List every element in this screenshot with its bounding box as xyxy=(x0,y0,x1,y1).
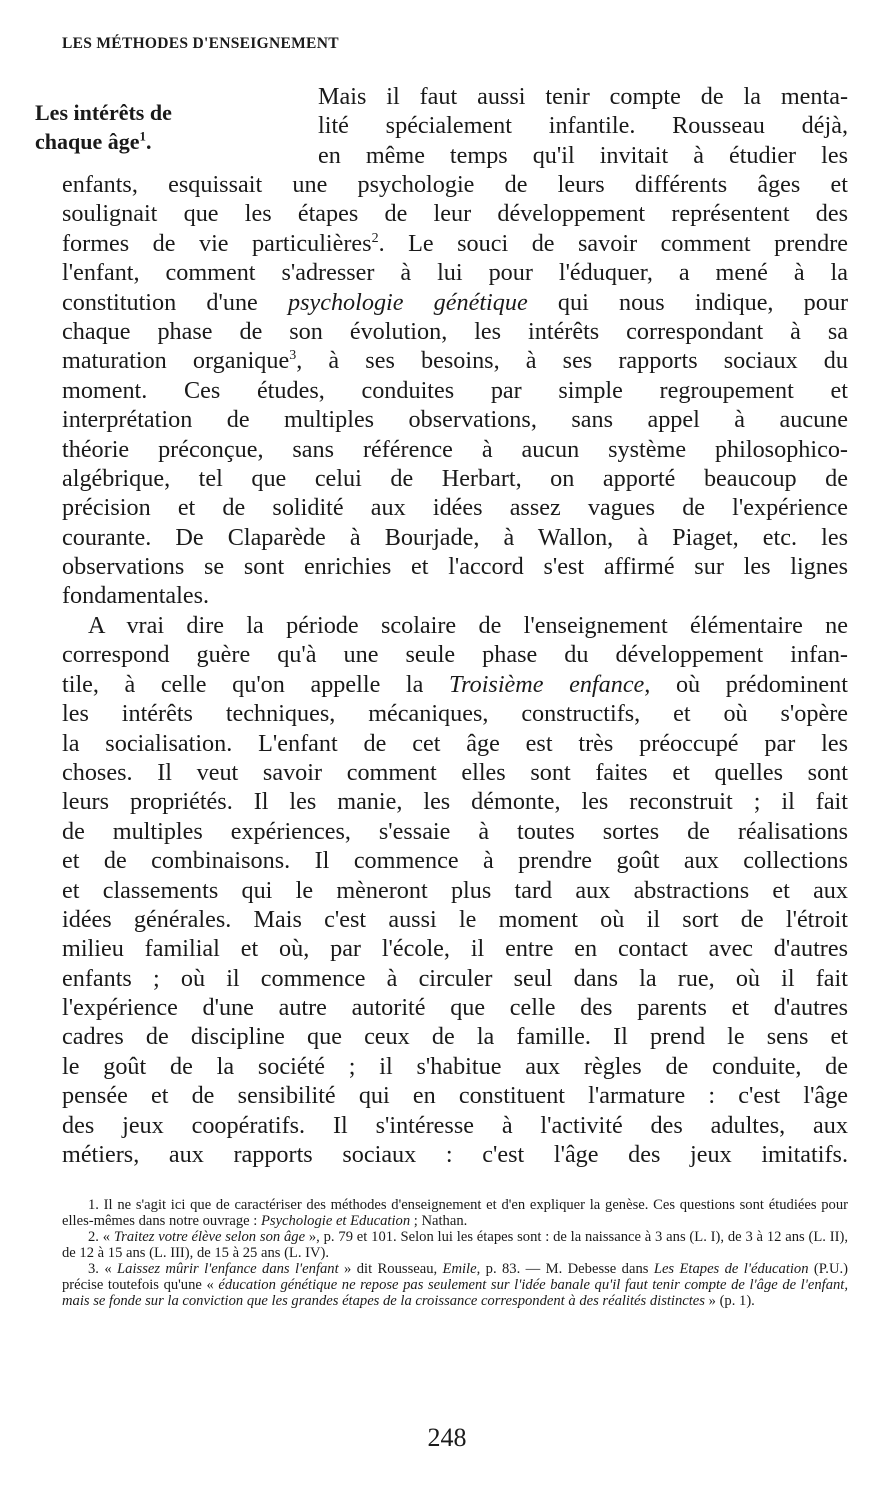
text-line: choses. Il veut savoir comment elles sont faites et quelles sont xyxy=(62,758,848,786)
paragraph-2 xyxy=(62,611,848,1169)
text-line: courante. De Claparède à Bourjade, à Wallon, à Piaget, etc. les xyxy=(62,523,848,551)
footnote-ref-2: 2 xyxy=(371,230,379,246)
footnote-ref-1: 1 xyxy=(139,128,146,144)
text-line: l'enfant, comment s'adresser à lui pour l'éduquer, a mené à la xyxy=(62,259,848,287)
text-line: la socialisation. L'enfant de cet âge est très préoccupé par les xyxy=(62,729,848,757)
text-line: Mais il faut aussi tenir compte de la menta- xyxy=(318,83,848,110)
text-line: et de combinaisons. Il commence à prendre goût aux collections xyxy=(62,847,848,875)
text-line: tile, à celle qu'on appelle la Troisième enfance, où prédominent xyxy=(62,670,848,698)
side-heading xyxy=(35,98,245,156)
text-line: chaque phase de son évolution, les intérêts correspondant à sa xyxy=(62,317,848,345)
text-line: correspond guère qu'à une seule phase du développement infan- xyxy=(62,641,848,669)
footnotes xyxy=(62,1198,848,1310)
text-line: idées générales. Mais c'est aussi le moment où il sort de l'étroit xyxy=(62,905,848,933)
text-line: les intérêts techniques, mécaniques, constructifs, et où s'opère xyxy=(62,700,848,728)
footnote-3: 3. « Laissez mûrir l'enfance dans l'enfant » dit Rousseau, Emile, p. 83. — M. Debesse dans Les Etapes de l'éducation (P.U.) précise toutefois qu'une « éducation génétique ne repose pas seulement sur l'idée banale qu'il faut tenir compte de l'âge de l'enfant, mais se fonde sur la conviction que les grandes étapes de la croissance correspondent à des réalités distinctes » (p. 1). xyxy=(62,1261,848,1309)
text-line: cadres de discipline que ceux de la famille. Il prend le sens et xyxy=(62,1023,848,1051)
text-line: constitution d'une psychologie génétique qui nous indique, pour xyxy=(62,288,848,316)
text-line: des jeux coopératifs. Il s'intéresse à l'activité des adultes, aux xyxy=(62,1111,848,1139)
running-head: LES MÉTHODES D'ENSEIGNEMENT xyxy=(62,35,339,52)
paragraph-1 xyxy=(62,170,848,611)
text-line: fondamentales. xyxy=(62,582,210,610)
text-line: interprétation de multiples observations, sans appel à aucune xyxy=(62,406,848,434)
text-line: enfants, esquissait une psychologie de leurs différents âges et xyxy=(62,171,848,198)
text-line: enfants ; où il commence à circuler seul dans la rue, où il fait xyxy=(62,964,848,992)
page-number: 248 xyxy=(427,1423,467,1452)
footnote-1: 1. Il ne s'agit ici que de caractériser des méthodes d'enseignement et d'en expliquer la genèse. Ces questions sont étudiées pour elles-mêmes dans notre ouvrage : Psychologie et Education ; Nathan. xyxy=(62,1197,848,1229)
text-line: observations se sont enrichies et l'accord s'est affirmé sur les lignes xyxy=(62,553,848,581)
text-line: formes de vie particulières$^2$. Le souci de savoir comment prendre xyxy=(62,229,848,257)
text-line: de multiples expériences, s'essaie à toutes sortes de réalisations xyxy=(62,817,848,845)
text-line: pensée et de sensibilité qui en constituent l'armature : c'est l'âge xyxy=(62,1082,848,1110)
text-line: A vrai dire la période scolaire de l'enseignement élémentaire ne xyxy=(88,612,848,639)
side-heading-line1: Les intérêts de xyxy=(35,100,172,125)
text-line: le goût de la société ; il s'habitue aux règles de conduite, de xyxy=(62,1052,848,1080)
text-line: maturation organique$^3$, à ses besoins, à ses rapports sociaux du xyxy=(62,347,848,375)
side-heading-line2: chaque âge$^1$. xyxy=(35,128,152,154)
text-line: l'expérience d'une autre autorité que celle des parents et d'autres xyxy=(62,994,848,1022)
footnote-2: 2. « Traitez votre élève selon son âge », p. 79 et 101. Selon lui les étapes sont : de la naissance à 3 ans (L. I), de 3 à 12 ans (L. II), de 12 à 15 ans (L. III), de 15 à 25 ans (L. IV). xyxy=(62,1229,848,1261)
paragraph-1-opening xyxy=(318,82,848,170)
text-line: et classements qui le mèneront plus tard aux abstractions et aux xyxy=(62,876,848,904)
text-line: lité spécialement infantile. Rousseau déjà, xyxy=(318,112,848,140)
text-line: en même temps qu'il invitait à étudier les xyxy=(318,141,848,169)
footnote-ref-3: 3 xyxy=(289,348,297,364)
text-line: métiers, aux rapports sociaux : c'est l'âge des jeux imitatifs. xyxy=(62,1141,848,1169)
text-line: leurs propriétés. Il les manie, les démonte, les reconstruit ; il fait xyxy=(62,788,848,816)
text-line: théorie préconçue, sans référence à aucun système philosophico- xyxy=(62,435,848,463)
text-line: milieu familial et où, par l'école, il entre en contact avec d'autres xyxy=(62,935,848,963)
text-line: précision et de solidité aux idées assez vagues de l'expérience xyxy=(62,494,848,522)
text-line: soulignait que les étapes de leur développement représentent des xyxy=(62,200,848,228)
text-line: algébrique, tel que celui de Herbart, on apporté beaucoup de xyxy=(62,464,848,492)
text-line: moment. Ces études, conduites par simple regroupement et xyxy=(62,376,848,404)
